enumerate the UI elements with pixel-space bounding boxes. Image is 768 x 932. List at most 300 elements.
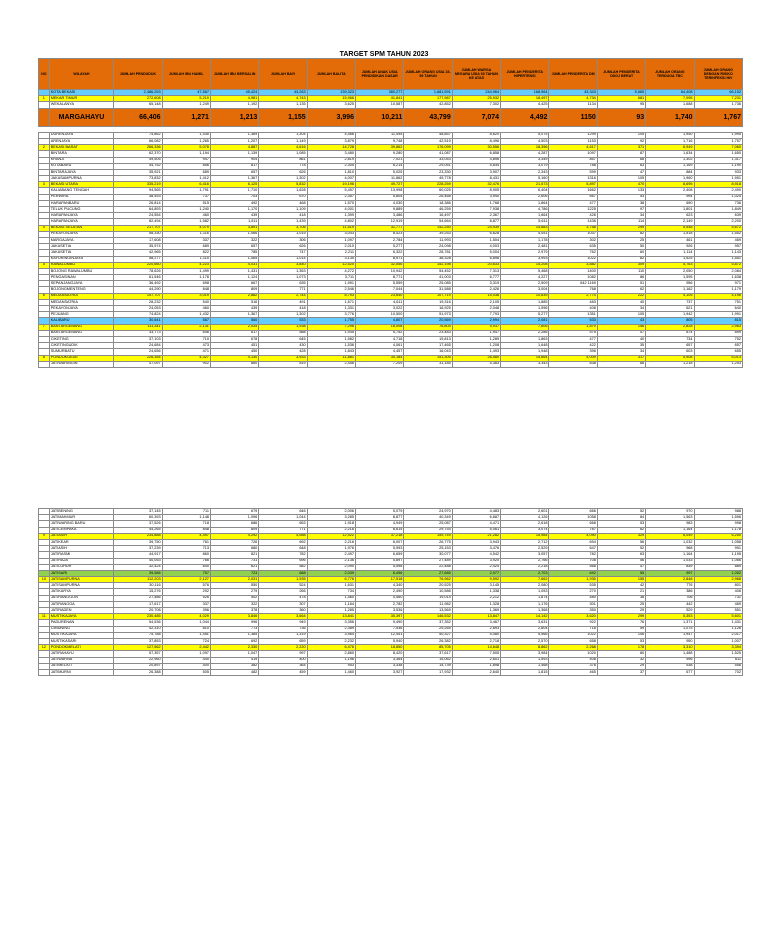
- target-value: 1,935: [307, 330, 355, 336]
- target-value: 3,074: [501, 527, 549, 533]
- target-value: 3,920: [452, 558, 500, 564]
- target-value: 4,542: [452, 552, 500, 558]
- target-value: 2,529: [501, 546, 549, 552]
- target-value: 23,640: [356, 293, 404, 299]
- target-value: 3,022: [356, 306, 404, 312]
- target-value: 4,340: [356, 583, 404, 589]
- target-value: 1,302: [259, 312, 307, 318]
- target-value: 1,950: [646, 132, 694, 138]
- target-value: 7,793: [452, 312, 500, 318]
- target-value: 32,556: [356, 262, 404, 268]
- target-value: 47,587: [162, 90, 210, 96]
- target-value: 38: [597, 595, 645, 601]
- target-value: 279: [210, 589, 258, 595]
- target-value: 899: [694, 330, 742, 336]
- target-value: 1,385: [210, 632, 258, 638]
- target-value: 4,471: [452, 521, 500, 527]
- target-value: 1,176: [501, 601, 549, 607]
- target-value: 3,019: [162, 293, 210, 299]
- target-value: 4,718: [356, 336, 404, 342]
- row-number: 10: [39, 577, 50, 583]
- target-value: 737: [646, 299, 694, 305]
- target-value: 18,850: [356, 645, 404, 651]
- target-value: 86: [597, 275, 645, 281]
- target-value: 621: [210, 564, 258, 570]
- target-value: 505: [162, 669, 210, 675]
- region-name: KAYURINGINJAYA: [49, 256, 113, 262]
- target-value: 11,993: [404, 237, 452, 243]
- target-value: 58,277: [114, 256, 162, 262]
- target-value: 74,862: [114, 132, 162, 138]
- target-value: 95: [597, 102, 645, 108]
- target-value: 860: [210, 361, 258, 367]
- target-value: 4,786: [501, 207, 549, 213]
- target-value: 7,806: [501, 324, 549, 330]
- target-value: 408: [549, 306, 597, 312]
- target-value: 10,586: [404, 589, 452, 595]
- target-value: 7,044: [356, 287, 404, 293]
- target-value: 29: [597, 663, 645, 669]
- target-value: 5,665: [597, 90, 645, 96]
- target-value: 5,897: [549, 182, 597, 188]
- target-value: 44,290: [114, 287, 162, 293]
- region-name: KOTABARU: [49, 163, 113, 169]
- target-value: 2,766: [501, 558, 549, 564]
- target-value: 2,305: [307, 163, 355, 169]
- target-value: 1,810: [307, 169, 355, 175]
- target-value: 20,633: [452, 262, 500, 268]
- target-value: 24,970: [404, 509, 452, 515]
- target-value: 736: [694, 200, 742, 206]
- target-value: 4,981: [210, 96, 258, 102]
- target-value: 502: [210, 595, 258, 601]
- target-value: 3,996: [307, 108, 355, 126]
- target-value: 1,511: [210, 219, 258, 225]
- target-value: 39,862: [356, 145, 404, 151]
- target-value: 13,569: [404, 608, 452, 614]
- region-name: MUSTIKAJAYA: [49, 632, 113, 638]
- target-value: 3,467: [452, 620, 500, 626]
- target-value: 6,896: [452, 256, 500, 262]
- target-value: 626: [259, 244, 307, 250]
- target-value: 1020: [549, 651, 597, 657]
- target-value: 623: [646, 213, 694, 219]
- target-value: 18,386: [404, 200, 452, 206]
- target-value: 1,195: [694, 552, 742, 558]
- target-value: 36,492: [114, 281, 162, 287]
- target-value: 10,500: [356, 312, 404, 318]
- target-value: 6,496: [356, 570, 404, 576]
- target-value: 78,626: [114, 268, 162, 274]
- target-value: 1,240: [162, 207, 210, 213]
- target-value: 21,282: [452, 533, 500, 539]
- target-value: 111,341: [114, 324, 162, 330]
- column-header: JUMLAH IBU HAMIL: [162, 59, 210, 90]
- row-number: 12: [39, 645, 50, 651]
- target-value: 75,788: [114, 632, 162, 638]
- target-value: 696: [259, 558, 307, 564]
- target-value: 7,060: [694, 145, 742, 151]
- target-value: 230,485: [114, 614, 162, 620]
- target-value: 957: [694, 244, 742, 250]
- target-value: 1,164: [646, 527, 694, 533]
- target-value: 5,598: [356, 564, 404, 570]
- target-value: 1,488: [646, 651, 694, 657]
- target-value: 35,974: [114, 244, 162, 250]
- target-value: 1,328: [452, 601, 500, 607]
- target-value: 1,736: [694, 102, 742, 108]
- target-value: 3,927: [356, 669, 404, 675]
- target-value: 1,843: [307, 349, 355, 355]
- target-value: 1,164: [646, 552, 694, 558]
- target-value: 949: [259, 620, 307, 626]
- target-value: 337: [162, 601, 210, 607]
- target-value: 703: [210, 194, 258, 200]
- target-value: 1,114: [646, 250, 694, 256]
- target-value: 2,084: [694, 268, 742, 274]
- row-number: 5: [39, 262, 50, 268]
- target-value: 1,014: [259, 256, 307, 262]
- target-value: 621: [646, 306, 694, 312]
- target-value: 666: [549, 509, 597, 515]
- target-value: 1,162: [646, 287, 694, 293]
- target-value: 44,917: [114, 552, 162, 558]
- target-value: 994: [646, 194, 694, 200]
- target-value: 2,080: [501, 583, 549, 589]
- target-value: 1,155: [259, 108, 307, 126]
- target-value: 839: [646, 564, 694, 570]
- target-value: 1,815: [501, 669, 549, 675]
- target-value: 2,570: [501, 638, 549, 644]
- target-value: 43,263: [259, 90, 307, 96]
- target-value: 47,097: [114, 361, 162, 367]
- target-value: 32,476: [452, 182, 500, 188]
- target-value: 6,007: [356, 539, 404, 545]
- row-number: [39, 361, 50, 367]
- target-value: 1,213: [210, 108, 258, 126]
- target-value: 884: [646, 169, 694, 175]
- target-value: 4,292: [210, 533, 258, 539]
- target-value: 1,065: [210, 256, 258, 262]
- target-value: 692: [549, 570, 597, 576]
- target-value: 653: [259, 521, 307, 527]
- target-value: 711: [162, 509, 210, 515]
- target-value: 47: [597, 564, 645, 570]
- target-value: 4,090: [549, 533, 597, 539]
- target-value: 533: [549, 318, 597, 324]
- target-value: 8,771: [356, 275, 404, 281]
- target-value: 1,525: [694, 651, 742, 657]
- target-value: 1,898: [452, 663, 500, 669]
- target-value: 465: [549, 669, 597, 675]
- target-value: 309: [597, 262, 645, 268]
- target-value: 762: [549, 250, 597, 256]
- target-value: 8,496: [452, 138, 500, 144]
- target-value: 8,695: [646, 182, 694, 188]
- target-value: 142,250: [404, 225, 452, 231]
- target-value: 576: [162, 583, 210, 589]
- target-value: 560: [210, 318, 258, 324]
- region-name: BANTARGEBANG: [49, 330, 113, 336]
- target-value: 382: [210, 663, 258, 669]
- target-value: 6,615: [356, 527, 404, 533]
- region-name: JATIRASMI: [49, 552, 113, 558]
- target-value: 24,053: [114, 306, 162, 312]
- target-value: 41,003: [404, 275, 452, 281]
- target-value: 1,791: [162, 188, 210, 194]
- target-value: 2,490: [694, 188, 742, 194]
- target-value: 747: [259, 250, 307, 256]
- target-value: 492: [210, 200, 258, 206]
- region-name: HARAPANBARU: [49, 200, 113, 206]
- target-value: 64,893: [114, 207, 162, 213]
- column-header: NO: [39, 59, 50, 90]
- target-value: 667: [210, 281, 258, 287]
- target-value: 23,330: [404, 169, 452, 175]
- target-value: 8,862: [501, 645, 549, 651]
- target-value: 3,057: [501, 552, 549, 558]
- target-value: 947: [162, 157, 210, 163]
- target-value: 736: [259, 626, 307, 632]
- region-name: JATIMAKMUR: [49, 515, 113, 521]
- target-value: 460: [162, 306, 210, 312]
- target-value: 8,793: [307, 293, 355, 299]
- target-value: 1,052: [694, 570, 742, 576]
- target-value: 469: [694, 237, 742, 243]
- target-value: 4,031: [210, 262, 258, 268]
- target-value: 45,424: [210, 90, 258, 96]
- target-value: 266: [259, 589, 307, 595]
- target-value: 418: [259, 213, 307, 219]
- target-value: 2,136: [307, 558, 355, 564]
- target-value: 44,265: [114, 527, 162, 533]
- target-value: 1,518: [646, 231, 694, 237]
- target-value: 473: [162, 343, 210, 349]
- target-value: 761: [162, 539, 210, 545]
- target-value: 2,546: [307, 287, 355, 293]
- target-value: 52: [597, 509, 645, 515]
- target-value: 226,354: [114, 355, 162, 361]
- target-value: 5,908: [646, 355, 694, 361]
- target-value: 983: [646, 521, 694, 527]
- target-value: 657: [646, 343, 694, 349]
- target-value: 2,268: [549, 645, 597, 651]
- target-value: 3,480: [307, 151, 355, 157]
- target-value: 292: [162, 589, 210, 595]
- target-value: 42,519: [404, 138, 452, 144]
- target-value: 299: [597, 614, 645, 620]
- region-name: JATIWARING BARU: [49, 521, 113, 527]
- target-value: 4,949: [356, 521, 404, 527]
- target-value: 3,356: [307, 620, 355, 626]
- target-value: 2,784: [356, 237, 404, 243]
- target-value: 42: [597, 583, 645, 589]
- region-name: KALIABANG TENGAH: [49, 188, 113, 194]
- target-value: 380,277: [356, 90, 404, 96]
- target-value: 635: [259, 281, 307, 287]
- target-value: 54,452: [404, 268, 452, 274]
- target-value: 1,169: [646, 163, 694, 169]
- column-header: JUMLAH ANAK USIA PENDIDIKAN DASAR: [356, 59, 404, 90]
- target-value: 33,773: [114, 330, 162, 336]
- region-name: RAWALUMBU: [49, 262, 113, 268]
- target-value: 3,840: [259, 262, 307, 268]
- target-value: 18,008: [356, 324, 404, 330]
- column-header: JUMLAH PENDERITA DM: [549, 59, 597, 90]
- target-value: 3,711: [307, 275, 355, 281]
- target-value: 26,775: [404, 539, 452, 545]
- target-value: 6,777: [452, 275, 500, 281]
- target-value: 1,631: [307, 583, 355, 589]
- target-value: 14,739: [404, 663, 452, 669]
- target-value: 30,641: [114, 318, 162, 324]
- target-value: 53: [597, 638, 645, 644]
- target-value: 2,127: [162, 577, 210, 583]
- target-value: 2,486,253: [114, 90, 162, 96]
- target-value: 1,671: [307, 299, 355, 305]
- target-value: 42,310: [114, 626, 162, 632]
- target-value: 639: [694, 213, 742, 219]
- target-value: 1,863: [501, 336, 549, 342]
- target-value: 1,757: [694, 138, 742, 144]
- target-value: 48,857: [404, 132, 452, 138]
- target-value: 4,896: [452, 157, 500, 163]
- target-value: 766: [162, 558, 210, 564]
- target-value: 956: [646, 281, 694, 287]
- target-value: 7,296: [307, 324, 355, 330]
- column-header: WILAYAH: [49, 59, 113, 90]
- target-value: 1,304: [259, 132, 307, 138]
- target-value: 2,010: [307, 244, 355, 250]
- target-value: 1,681,591: [404, 90, 452, 96]
- target-value: 5,834: [452, 163, 500, 169]
- target-value: 533: [259, 318, 307, 324]
- target-value: 39,750: [114, 539, 162, 545]
- target-value: 1,460: [307, 595, 355, 601]
- target-value: 1022: [549, 256, 597, 262]
- target-value: 4,425: [501, 102, 549, 108]
- target-value: 3,343: [501, 361, 549, 367]
- target-value: 16,043: [404, 349, 452, 355]
- target-value: 3,846: [210, 614, 258, 620]
- target-value: 1,139: [210, 151, 258, 157]
- target-value: 4,061: [356, 343, 404, 349]
- target-value: 386: [646, 589, 694, 595]
- target-value: 49,727: [356, 182, 404, 188]
- target-value: 244,964: [452, 90, 500, 96]
- target-value: 1,563: [646, 515, 694, 521]
- target-value: 723: [210, 570, 258, 576]
- target-value: 20,525: [404, 583, 452, 589]
- target-value: 5,672: [694, 225, 742, 231]
- region-name: PONDOKGEDE: [49, 355, 113, 361]
- target-value: 1,097: [162, 651, 210, 657]
- target-value: 7,209: [356, 361, 404, 367]
- target-value: 2,744: [259, 293, 307, 299]
- target-value: 692: [259, 539, 307, 545]
- target-value: 350: [549, 608, 597, 614]
- row-number: 9: [39, 533, 50, 539]
- target-value: 2,490: [356, 589, 404, 595]
- target-value: 15,984: [501, 533, 549, 539]
- target-value: 6,049: [646, 533, 694, 539]
- region-name: MUSTIKAJAYA: [49, 614, 113, 620]
- target-value: 551: [694, 608, 742, 614]
- target-value: 8,877: [356, 515, 404, 521]
- target-value: 2,848: [646, 577, 694, 583]
- target-value: 299: [597, 225, 645, 231]
- target-value: 9,280: [356, 151, 404, 157]
- target-value: 37: [597, 669, 645, 675]
- target-value: 1400: [549, 268, 597, 274]
- target-value: 39,586: [114, 570, 162, 576]
- region-name: JAKASETIA: [49, 244, 113, 250]
- target-value: 657: [694, 343, 742, 349]
- target-value: 706: [646, 595, 694, 601]
- target-value: 53: [597, 521, 645, 527]
- target-value: 655: [694, 349, 742, 355]
- target-value: 10,839: [501, 293, 549, 299]
- target-value: 80: [597, 651, 645, 657]
- target-value: 810: [162, 626, 210, 632]
- target-value: 1,918: [307, 521, 355, 527]
- target-value: 688: [259, 570, 307, 576]
- column-header: JUMLAH BALITA: [307, 59, 355, 90]
- target-value: 516: [210, 299, 258, 305]
- target-value: 15,276: [114, 589, 162, 595]
- target-value: 771: [259, 287, 307, 293]
- target-value: 3,145: [452, 583, 500, 589]
- target-value: 1,179: [694, 287, 742, 293]
- target-value: 176,099: [404, 145, 452, 151]
- target-value: 677: [646, 669, 694, 675]
- target-value: 1,075: [646, 626, 694, 632]
- target-value: 87: [597, 151, 645, 157]
- target-value: 1,194: [162, 151, 210, 157]
- target-value: 670: [259, 194, 307, 200]
- target-value: 1,053: [501, 589, 549, 595]
- target-value: 2,330: [210, 645, 258, 651]
- target-value: 2,050: [646, 268, 694, 274]
- target-value: 1,716: [646, 138, 694, 144]
- target-value: 337: [162, 237, 210, 243]
- target-value: 678: [210, 336, 258, 342]
- target-value: 1,302: [646, 157, 694, 163]
- target-value: 1,638: [694, 275, 742, 281]
- target-value: 702: [694, 669, 742, 675]
- target-value: 1022: [549, 632, 597, 638]
- target-value: 1,289: [452, 336, 500, 342]
- target-value: 3,907: [452, 169, 500, 175]
- target-value: 6,013: [694, 355, 742, 361]
- target-value: 2,426: [452, 287, 500, 293]
- target-value: 3,135: [307, 256, 355, 262]
- target-value: 751: [694, 299, 742, 305]
- target-value: 2,774: [549, 293, 597, 299]
- target-value: 27,489: [404, 558, 452, 564]
- target-value: 34: [597, 213, 645, 219]
- column-header: JUMLAH PENDERITA ODGJ BERAT: [597, 59, 645, 90]
- target-value: 640: [694, 306, 742, 312]
- target-value: 817: [210, 163, 258, 169]
- target-value: 8,971: [356, 256, 404, 262]
- region-name: PENGASINAN: [49, 275, 113, 281]
- target-value: 62: [597, 527, 645, 533]
- target-value: 157,707: [114, 293, 162, 299]
- target-value: 482: [210, 669, 258, 675]
- target-value: 1,097: [307, 237, 355, 243]
- target-value: 16,925: [404, 306, 452, 312]
